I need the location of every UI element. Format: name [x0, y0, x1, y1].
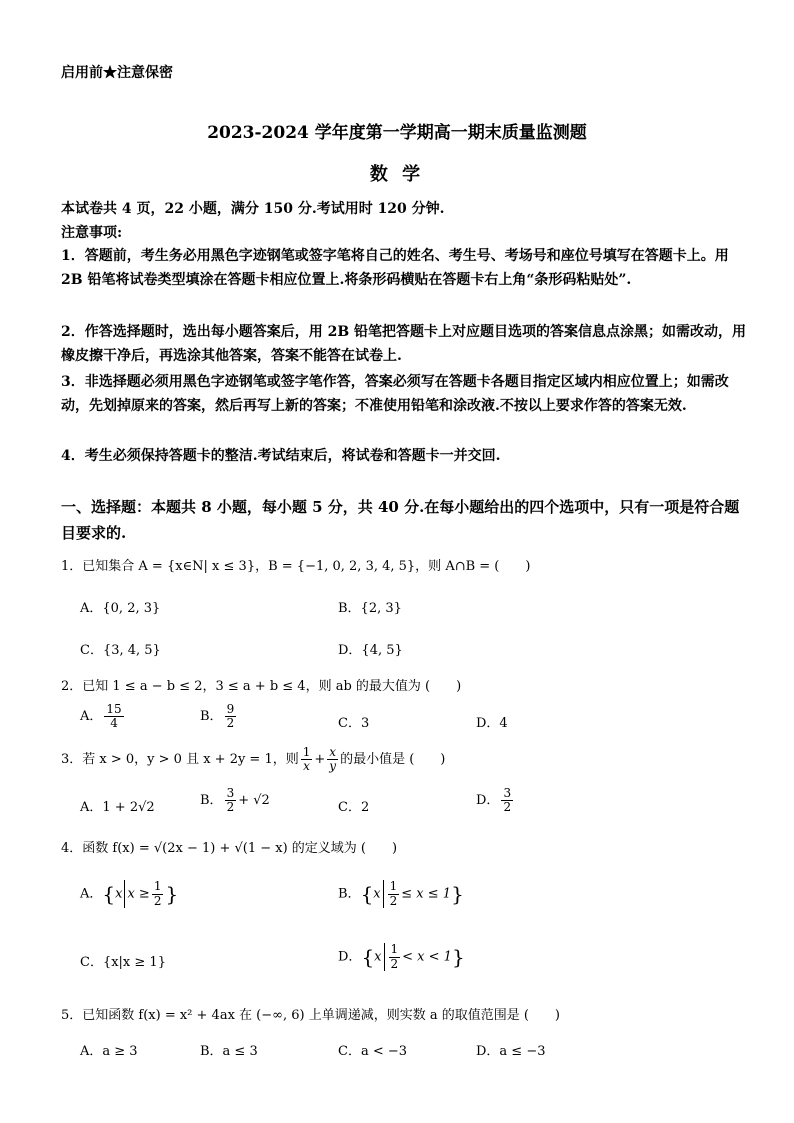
q4-option-b-condition: ≤ x ≤ 1: [401, 886, 452, 902]
q3-fraction-2-denominator: y: [329, 759, 337, 774]
q2-option-a-denominator: 4: [110, 716, 118, 731]
q4-option-b-label: B．: [338, 886, 361, 902]
exam-summary: 本试卷共 4 页，22 小题，满分 150 分.考试用时 120 分钟.: [61, 201, 445, 217]
q4-option-b-numerator: 1: [389, 879, 398, 894]
q4-option-d-label: D．: [338, 949, 362, 965]
q4-option-d: D．{x $\frac{1}{2}$ < x < 1}: [338, 942, 465, 971]
q3-plus: +: [314, 752, 326, 768]
q3-stem-pre: 3．若 x > 0，y > 0 且 x + 2y = 1，则: [61, 752, 299, 768]
subject-title: 数 学: [369, 164, 425, 185]
section-1-heading: 一、选择题：本题共 8 小题，每小题 5 分，共 40 分.在每小题给出的四个选项中，只有一项是符合题目要求的.: [61, 498, 740, 542]
q4-option-c: C．{x|x ≥ 1}: [80, 955, 166, 970]
q3-option-a: A．1 + 2√2: [80, 800, 155, 815]
q2-option-b-fraction: [225, 703, 237, 730]
q4-option-b-fraction: [388, 880, 400, 907]
q2-option-d: D．4: [476, 716, 508, 731]
q4-option-d-var: x: [374, 949, 382, 965]
q3-fraction-1: [301, 746, 313, 773]
q1-option-c: C．{3, 4, 5}: [80, 643, 161, 658]
q4-option-a-var: x: [115, 886, 123, 902]
q3-option-d-label: D．: [476, 793, 500, 809]
q5-option-a: A．a ≥ 3: [80, 1044, 138, 1059]
q3-option-d: [476, 787, 515, 814]
q3-option-d-fraction: [501, 787, 513, 814]
q5-stem: 5．已知函数 f(x) = x² + 4ax 在 (−∞, 6) 上单调递减，则实数 a 的取值范围是 ( ): [61, 1008, 560, 1023]
q4-option-b-var: x: [373, 886, 381, 902]
q3-option-b-numerator: 3: [226, 786, 235, 800]
note-4: 4．考生必须保持答题卡的整洁.考试结束后，将试卷和答题卡一并交回.: [61, 448, 501, 464]
q3-option-b: [200, 787, 270, 814]
q1-option-b: B．{2, 3}: [338, 601, 402, 616]
q5-option-b: B．a ≤ 3: [200, 1044, 258, 1059]
q4-option-b: B．{x $\frac{1}{2}$ ≤ x ≤ 1}: [338, 879, 464, 908]
q2-option-b-label: B．: [200, 709, 223, 725]
q1-stem: 1．已知集合 A = {x∈N| x ≤ 3}，B = {−1, 0, 2, 3, 4, 5}，则 A∩B = ( ): [61, 559, 531, 574]
q4-option-d-denominator: 2: [390, 956, 399, 971]
q3-stem: [61, 746, 445, 773]
q2-option-b-numerator: 9: [226, 702, 235, 716]
q2-stem: 2．已知 1 ≤ a − b ≤ 2，3 ≤ a + b ≤ 4，则 ab 的最大值为 ( ): [61, 679, 462, 694]
q4-option-a-fraction: [152, 880, 164, 907]
q3-option-c: C．2: [338, 800, 370, 815]
q4-stem: 4．函数 f(x) = √(2x − 1) + √(1 − x) 的定义域为 ( ): [61, 841, 398, 856]
q4-option-d-numerator: 1: [390, 942, 399, 957]
confidential-label: 启用前★注意保密: [61, 65, 173, 81]
q2-option-a-label: A．: [80, 709, 103, 725]
notes-title: 注意事项:: [61, 225, 123, 241]
q4-option-d-condition: < x < 1: [402, 949, 452, 965]
q4-option-a-denominator: 2: [153, 893, 162, 908]
q1-option-d: D．{4, 5}: [338, 643, 403, 658]
q3-option-b-denominator: 2: [226, 800, 235, 815]
q3-option-b-fraction: [225, 787, 237, 814]
q2-option-b: [200, 703, 238, 730]
q2-option-a: [80, 703, 126, 730]
q3-fraction-2-numerator: x: [329, 745, 337, 759]
q3-option-b-tail: + √2: [238, 793, 270, 809]
q3-stem-post: 的最小值是 ( ): [340, 752, 446, 768]
q4-option-a-numerator: 1: [153, 879, 162, 894]
q2-option-a-fraction: [104, 703, 123, 730]
q2-option-c: C．3: [338, 716, 370, 731]
q4-option-b-denominator: 2: [389, 893, 398, 908]
q3-fraction-1-numerator: 1: [302, 745, 311, 759]
q3-option-d-numerator: 3: [503, 786, 512, 800]
note-2: 2．作答选择题时，选出每小题答案后，用 2B 铅笔把答题卡上对应题目选项的答案信息点涂黑；如需改动，用橡皮擦干净后，再选涂其他答案，答案不能答在试卷上.: [61, 324, 747, 364]
q5-option-d: D．a ≤ −3: [476, 1044, 546, 1059]
exam-title: 2023-2024 学年度第一学期高一期末质量监测题: [207, 123, 587, 143]
q4-option-a: A．{x x ≥ $\frac{1}{2}$ }: [80, 879, 179, 908]
q3-option-b-label: B．: [200, 793, 223, 809]
q4-option-a-condition: x ≥: [127, 886, 150, 902]
note-1: 1．答题前，考生务必用黑色字迹钢笔或签字笔将自己的姓名、考生号、考场号和座位号填写在答题卡上。用 2B 铅笔将试卷类型填涂在答题卡相应位置上.将条形码横贴在答题卡右上角“条形码粘贴处”.: [61, 248, 729, 288]
q4-option-d-fraction: [389, 943, 401, 970]
q3-fraction-2: [327, 746, 338, 773]
q1-option-a: A．{0, 2, 3}: [80, 601, 161, 616]
q5-option-c: C．a < −3: [338, 1044, 408, 1059]
q2-option-a-numerator: 15: [106, 702, 122, 716]
note-3: 3．非选择题必须用黑色字迹钢笔或签字笔作答，答案必须写在答题卡各题目指定区域内相应位置上；如需改动，先划掉原来的答案，然后再写上新的答案；不准使用铅笔和涂改液.不按以上要求作答的答案无效.: [61, 374, 729, 414]
q3-option-d-denominator: 2: [503, 800, 512, 815]
q3-fraction-1-denominator: x: [303, 759, 310, 774]
q4-option-a-label: A．: [80, 886, 103, 902]
q2-option-b-denominator: 2: [226, 716, 235, 731]
